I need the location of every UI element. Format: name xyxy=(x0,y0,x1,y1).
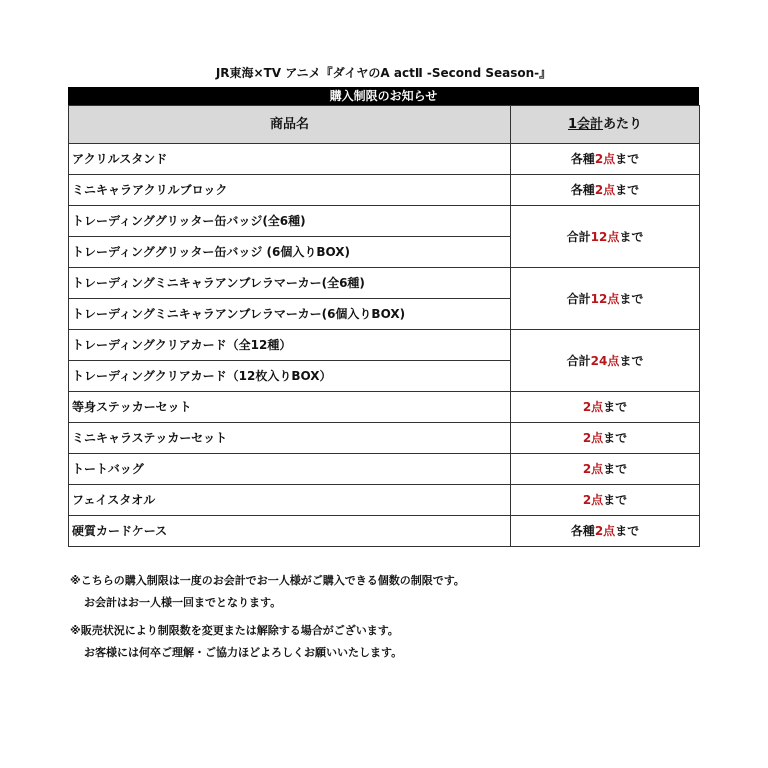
note-line: お客様には何卒ご理解・ご協力ほどよろしくお願いいたします。 xyxy=(84,646,403,659)
document-title: JR東海×TV アニメ『ダイヤのA actⅡ -Second Season-』 xyxy=(215,66,552,80)
table-row xyxy=(69,454,700,485)
limit-prefix: 合計 xyxy=(566,291,591,306)
table-row xyxy=(69,206,700,237)
table-row xyxy=(69,423,700,454)
product-name: トートバッグ xyxy=(69,454,511,485)
header-limit-prefix: 1会計 xyxy=(567,116,604,132)
limit-suffix: まで xyxy=(615,152,640,166)
limit-suffix: まで xyxy=(619,229,644,244)
limit-cell xyxy=(511,175,700,206)
limit-amount: 2点 xyxy=(582,462,604,476)
limit-prefix: 合計 xyxy=(566,229,591,244)
limit-cell xyxy=(511,144,700,175)
limit-suffix: まで xyxy=(603,462,628,476)
table-header-row xyxy=(69,106,700,144)
note-item xyxy=(70,570,690,614)
product-name: アクリルスタンド xyxy=(69,144,511,175)
limit-amount: 12点 xyxy=(590,229,620,244)
limit-amount: 2点 xyxy=(582,493,604,507)
limit-suffix: まで xyxy=(603,400,628,414)
limit-cell xyxy=(511,485,700,516)
table-row xyxy=(69,330,700,361)
product-name: ミニキャラステッカーセット xyxy=(69,423,511,454)
limit-prefix: 各種 xyxy=(570,152,595,166)
header-limit-per-transaction xyxy=(511,106,700,144)
limit-cell xyxy=(511,423,700,454)
notes-section xyxy=(70,570,690,670)
note-line: お会計はお一人様一回までとなります。 xyxy=(84,596,282,609)
header-limit-suffix: あたり xyxy=(603,116,643,132)
note-item xyxy=(70,620,690,664)
limit-cell xyxy=(511,268,700,330)
table-row xyxy=(69,516,700,547)
product-name: 等身ステッカーセット xyxy=(69,392,511,423)
product-name: トレーディングクリアカード（12枚入りBOX） xyxy=(69,361,511,392)
product-name: 硬質カードケース xyxy=(69,516,511,547)
product-name: トレーディングミニキャラアンブレラマーカー(全6種) xyxy=(69,268,511,299)
table-row xyxy=(69,268,700,299)
limit-amount: 24点 xyxy=(590,353,620,368)
limit-prefix: 合計 xyxy=(566,353,591,368)
limit-cell xyxy=(511,330,700,392)
limit-cell xyxy=(511,206,700,268)
limit-suffix: まで xyxy=(615,183,640,197)
limit-suffix: まで xyxy=(615,524,640,538)
notice-banner: 購入制限のお知らせ xyxy=(68,87,699,105)
limit-amount: 2点 xyxy=(594,524,616,538)
product-name: トレーディングクリアカード（全12種） xyxy=(69,330,511,361)
limit-amount: 2点 xyxy=(582,431,604,445)
product-name: トレーディンググリッター缶バッジ(全6種) xyxy=(69,206,511,237)
limit-suffix: まで xyxy=(603,493,628,507)
limit-amount: 12点 xyxy=(590,291,620,306)
limit-suffix: まで xyxy=(603,431,628,445)
limit-prefix: 各種 xyxy=(570,183,595,197)
limit-amount: 2点 xyxy=(594,152,616,166)
table-row xyxy=(69,485,700,516)
limit-amount: 2点 xyxy=(582,400,604,414)
limit-cell xyxy=(511,454,700,485)
product-name: ミニキャラアクリルブロック xyxy=(69,175,511,206)
header-product-name: 商品名 xyxy=(69,106,511,144)
limit-cell xyxy=(511,516,700,547)
table-row xyxy=(69,144,700,175)
note-line: ※こちらの購入制限は一度のお会計でお一人様がご購入できる個数の制限です。 xyxy=(70,574,465,587)
product-name: フェイスタオル xyxy=(69,485,511,516)
table-row xyxy=(69,175,700,206)
purchase-limit-table xyxy=(68,105,700,547)
product-name: トレーディングミニキャラアンブレラマーカー(6個入りBOX) xyxy=(69,299,511,330)
limit-cell xyxy=(511,392,700,423)
limit-prefix: 各種 xyxy=(570,524,595,538)
limit-amount: 2点 xyxy=(594,183,616,197)
limit-suffix: まで xyxy=(619,353,644,368)
table-row xyxy=(69,392,700,423)
note-line: ※販売状況により制限数を変更または解除する場合がございます。 xyxy=(70,624,399,637)
product-name: トレーディンググリッター缶バッジ (6個入りBOX) xyxy=(69,237,511,268)
limit-suffix: まで xyxy=(619,291,644,306)
